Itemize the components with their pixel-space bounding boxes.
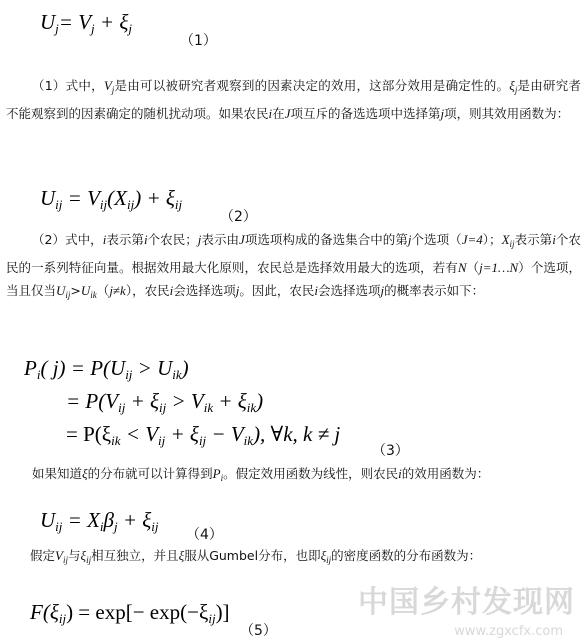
p2-text-5: 项选项构成的备选集合中的第 — [244, 232, 408, 247]
p2-text-10: （ — [466, 260, 480, 275]
eq4-sub-c: j — [114, 519, 118, 534]
eq3-l1-c: > U — [132, 356, 173, 380]
p1-sym-2: ξ — [509, 78, 515, 93]
eq3-l2-e: ) — [256, 389, 264, 413]
eq2-part-3: (X — [107, 186, 127, 210]
p2-text-15: 会选择选项 — [173, 283, 236, 298]
p1-sym-2-sub: j — [514, 85, 518, 95]
paragraph-2 — [6, 228, 581, 307]
eq2-part-1: U — [40, 186, 56, 210]
p1-text-5: 项互斥的备选选项中选择第 — [290, 106, 441, 121]
p2-sym-17: j — [380, 283, 385, 298]
p2-sym-11: U — [56, 283, 66, 298]
eq5-a: F(ξ — [30, 600, 59, 624]
p2-sym-7: X — [501, 232, 510, 247]
p2-sym-5: j — [407, 232, 412, 247]
eq1-tail: + ξ — [94, 10, 129, 34]
equation-2 — [40, 186, 182, 213]
p2-sym-2: i — [143, 232, 148, 247]
eq3-l2-sub-b: ij — [158, 400, 167, 415]
p1-text-6: 项，则其效用函数为： — [444, 106, 570, 121]
eq1-tail-sub: j — [128, 21, 132, 36]
eq1-rhs: = V — [58, 10, 92, 34]
eq4-b: = X — [62, 508, 100, 532]
p2-text-16: 。因此，农民 — [239, 283, 315, 298]
p4-sym-3: ξ — [178, 548, 185, 563]
equation-1 — [40, 10, 132, 37]
p2-text-18: 的概率表示如下： — [384, 283, 485, 298]
eq1-lhs: U — [40, 10, 56, 34]
p3-text-3: 。假定效用函数为线性，则农民 — [223, 466, 399, 481]
p2-text-2: 表示第 — [106, 232, 144, 247]
paragraph-1 — [6, 74, 581, 125]
p2-sym-9: N — [457, 260, 467, 275]
eq3-l2-c: > V — [166, 389, 204, 413]
eq3-l3-sub-b: ij — [158, 433, 166, 448]
eq5-number: （5） — [240, 623, 277, 639]
p3-sym-3: i — [398, 466, 402, 481]
eq3-l1-b: ( j) = P(U — [40, 356, 126, 380]
p2-sym-4: J — [239, 232, 245, 247]
p2-sym-12-sub: ik — [90, 290, 97, 300]
eq3-l3-c: + ξ — [165, 422, 199, 446]
eq3-l3-sub-a: ik — [111, 433, 121, 448]
eq2-number: （2） — [220, 209, 257, 225]
p4-sym-1: V — [55, 548, 63, 563]
p1-sym-1: V — [103, 78, 112, 93]
eq2-part-4: ) + ξ — [134, 186, 175, 210]
eq3-l3-d: − V — [206, 422, 244, 446]
eq3-l2-sub-d: ik — [246, 400, 257, 415]
p4-sym-4: ξ — [320, 548, 327, 563]
p4-text-1: 假定 — [30, 548, 56, 563]
eq2-sub-2: ij — [99, 197, 108, 212]
eq3-l3-sub-c: ij — [198, 433, 207, 448]
eq4-sub-a: ij — [55, 519, 63, 534]
p2-sym-15: j — [235, 283, 240, 298]
p2-sym-11-sub: ij — [65, 290, 71, 300]
p3-sym-2: P — [212, 466, 221, 481]
p3-text-1: 如果知道 — [32, 466, 83, 481]
p2-text-12: > — [70, 283, 81, 298]
p2-text-7: ）； — [482, 232, 502, 247]
p2-sym-1: i — [102, 232, 107, 247]
p3-text-4: 的效用函数为： — [401, 466, 490, 481]
p4-sym-2: ξ — [80, 548, 87, 563]
p2-sym-6: J=4 — [461, 232, 483, 247]
p2-sym-10: j=1…N — [479, 260, 519, 275]
eq3-l3-sub-d: ik — [243, 433, 254, 448]
p2-text-13: （ — [96, 283, 110, 298]
p2-text-11: ）个选项，当且仅当 — [6, 260, 581, 298]
paragraph-4 — [6, 544, 581, 572]
p2-sym-7-sub: ij — [509, 239, 515, 249]
eq3-l2-b: + ξ — [125, 389, 159, 413]
p2-text-6: 个选项（ — [411, 232, 462, 247]
eq5-sub-b: ij — [208, 611, 216, 626]
p2-sym-13: j≠k — [109, 283, 126, 298]
equation-4 — [40, 508, 159, 535]
p2-text-3: 个农民； — [147, 232, 198, 247]
p4-sym-1-sub: ij — [62, 555, 68, 565]
p4-text-2: 与 — [67, 548, 81, 563]
eq3-l1-sub-c: ik — [172, 367, 182, 382]
equation-3-line-3 — [66, 422, 340, 449]
p2-text-1: （2）式中， — [32, 232, 103, 247]
p2-text-14: ），农民 — [125, 283, 170, 298]
p2-text-8: 表示第 — [514, 232, 553, 247]
eq4-sub-d: ij — [151, 519, 159, 534]
eq2-sub-4: ij — [174, 197, 183, 212]
eq3-l1-sub-b: ij — [125, 367, 133, 382]
p2-text-4: 表示由 — [201, 232, 240, 247]
eq3-l3-e: ), ∀k, k ≠ j — [253, 422, 341, 446]
eq3-l1-d: ) — [181, 356, 189, 380]
eq4-c: β — [103, 508, 114, 532]
eq3-l2-sub-a: ij — [118, 400, 126, 415]
eq3-l1-sub-a: i — [36, 367, 41, 382]
eq3-l2-sub-c: ik — [203, 400, 214, 415]
paragraph-3 — [6, 462, 581, 490]
p2-sym-14: i — [169, 283, 174, 298]
p4-sym-4-sub: ij — [326, 555, 332, 565]
eq3-l1-a: P — [24, 356, 37, 380]
eq4-d: + ξ — [117, 508, 152, 532]
equation-3-line-1 — [24, 356, 189, 383]
p4-text-3: 相互独立，并且 — [91, 548, 179, 563]
p2-sym-8: i — [552, 232, 556, 247]
eq5-c: )] — [215, 600, 230, 624]
eq3-l2-a: = P(V — [66, 389, 119, 413]
eq1-lhs-sub: j — [55, 21, 59, 36]
eq4-sub-b: i — [99, 519, 104, 534]
p3-sym-1: ξ — [82, 466, 88, 481]
eq3-l3-b: < V — [120, 422, 159, 446]
eq3-number: （3） — [372, 443, 409, 459]
p1-text-4: 在 — [272, 106, 285, 121]
eq2-sub-1: ij — [55, 197, 63, 212]
eq2-part-2: = V — [62, 186, 100, 210]
p4-sym-2-sub: ij — [86, 555, 92, 565]
eq1-rhs-sub: j — [91, 21, 95, 36]
p1-sym-5: j — [440, 106, 445, 121]
p2-text-9: 个农民的一系列特征向量。根据效用最大化原则，农民总是选择效用最大的选项，若有 — [6, 232, 581, 275]
p3-sym-2-sub: i — [220, 473, 224, 483]
p3-text-2: 的分布就可以计算得到 — [87, 466, 213, 481]
eq2-sub-3: ij — [126, 197, 135, 212]
equation-3-line-2 — [66, 389, 263, 416]
p4-text-5: 的密度函数的分布函数为： — [331, 548, 482, 563]
p1-text-1: （1）式中， — [32, 78, 104, 93]
eq4-number: （4） — [186, 527, 223, 543]
p1-text-3: 是由研究者不能观察到的因素确定的随机扰动项。如果农民 — [6, 78, 581, 121]
p4-text-4: 服从Gumbel分布，也即 — [184, 548, 321, 563]
eq1-number: （1） — [180, 33, 217, 49]
equation-5 — [30, 600, 230, 627]
p1-sym-4: J — [284, 106, 291, 121]
eq5-b: ) = exp[− exp(−ξ — [66, 600, 209, 624]
p2-sym-12: U — [80, 283, 91, 298]
eq4-a: U — [40, 508, 56, 532]
p1-sym-1-sub: j — [111, 85, 115, 95]
eq3-l3-a: = P(ξ — [66, 422, 112, 446]
eq5-sub-a: ij — [58, 611, 67, 626]
p2-sym-16: i — [314, 283, 319, 298]
watermark-logo: 中国乡村发现网 — [358, 585, 575, 620]
p1-sym-3: i — [268, 106, 273, 121]
p2-text-17: 会选择选项 — [318, 283, 381, 298]
watermark-url: www.zgxcfx.com — [454, 624, 563, 639]
p1-text-2: 是由可以被研究者观察到的因素决定的效用，这部分效用是确定性的。 — [114, 78, 510, 93]
p2-sym-3: j — [197, 232, 202, 247]
eq3-l2-d: + ξ — [213, 389, 247, 413]
